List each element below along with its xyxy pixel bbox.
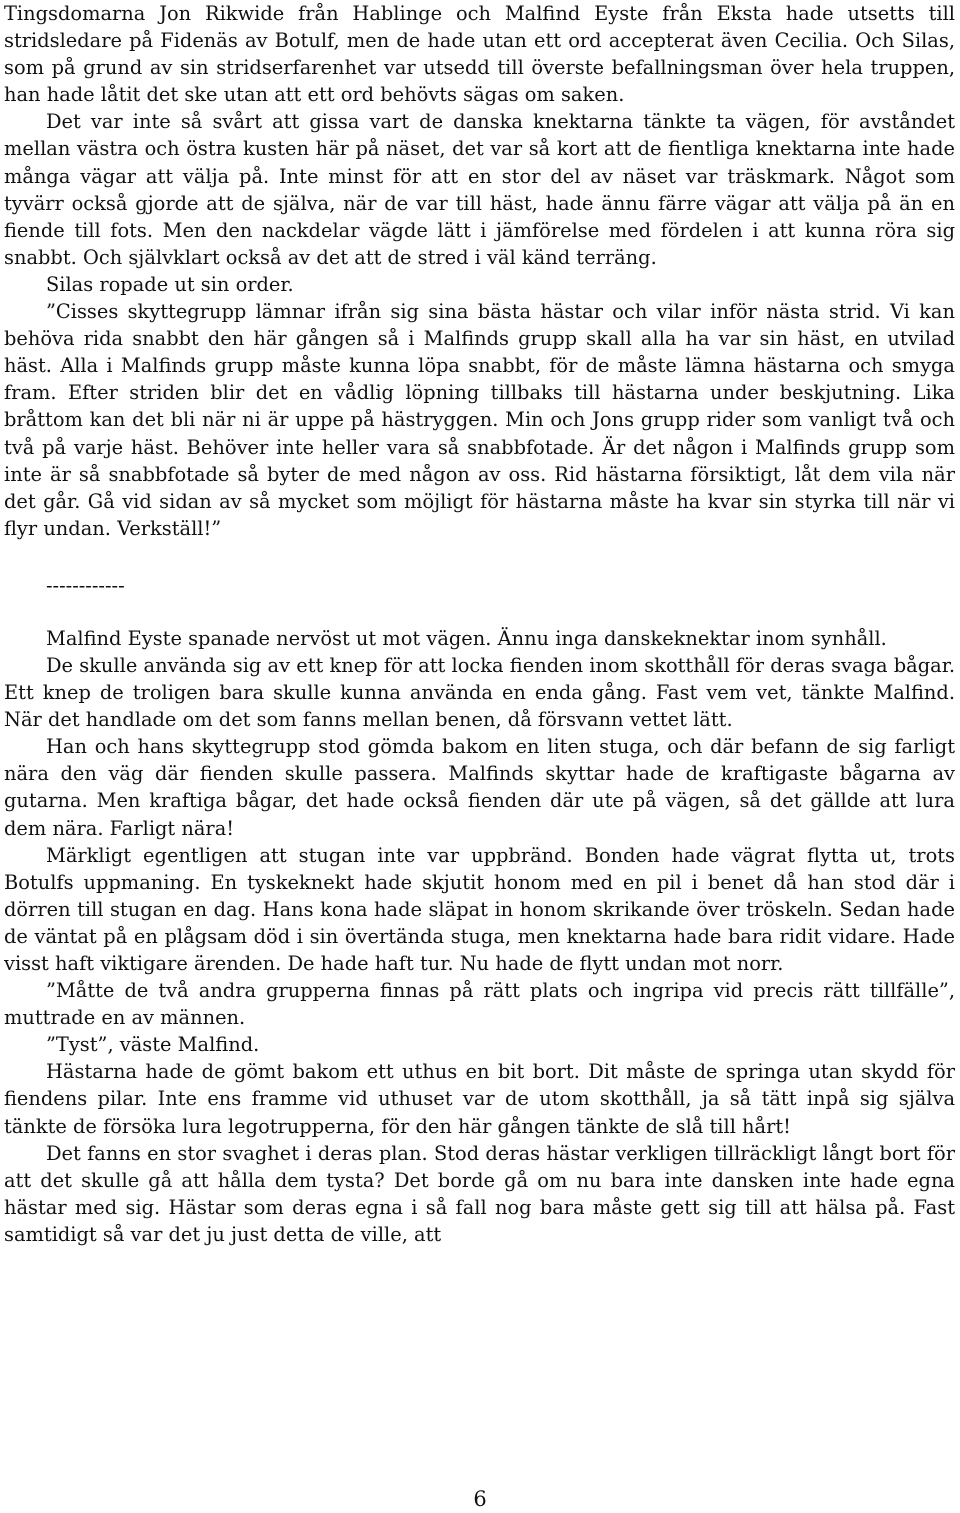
page-number: 6 xyxy=(473,1487,487,1511)
document-page xyxy=(4,0,955,1248)
paragraph-stugan: Märkligt egentligen att stugan inte var uppbränd. Bonden hade vägrat flytta ut, trots Botulfs uppmaning. En tyskeknekt hade skjutit honom med en pil i benet då han stod där i dörren till stugan en dag. Hans kona hade släpat in honom skrikande över tröskeln. Sedan hade de väntat på en plågsam död i sin övertända stuga, men knektarna hade bara ridit vidare. Hade visst haft viktigare ärenden. De hade haft tur. Nu hade de flytt undan mot norr. xyxy=(4,843,955,975)
spacer xyxy=(4,599,955,625)
paragraph-tingsdomarna: Tingsdomarna Jon Rikwide från Hablinge och Malfind Eyste från Eksta hade utsetts till stridsledare på Fidenäs av Botulf, men de hade utan ett ord accepterat även Cecilia. Och Silas, som på grund av sin stridserfarenhet var utsedd till överste befallningsman över hela truppen, han hade låtit det ske utan att ett ord behövts sägas om saken. xyxy=(4,2,955,107)
paragraph-svaghet: Det fanns en stor svaghet i deras plan. Stod deras hästar verkligen tillräckligt långt bort för att det skulle gå att hålla dem tysta? Det borde gå om nu bara inte dansken inte hade egna hästar med sig. Hästar som deras egna i så fall nog bara måste gett sig till att hälsa på. Fast samtidigt så var det ju just detta de ville, att xyxy=(4,1141,955,1246)
spacer xyxy=(4,542,955,572)
paragraph-danska-knektarna: Det var inte så svårt att gissa vart de danska knektarna tänkte ta vägen, för avståndet mellan västra och östra kusten här på näset, det var så kort att de fientliga knektarna inte hade många vägar att välja på. Inte minst för att en stor del av näset var träskmark. Något som tyvärr också gjorde att de själva, när de var till häst, hade ännu färre vägar att välja på än en fiende till fots. Men den nackdelar vägde lätt i jämförelse med fördelen i att kunna röra sig snabbt. Och självklart också av det att de stred i väl känd terräng. xyxy=(4,110,955,269)
paragraph-matte-grupperna: ”Måtte de två andra grupperna finnas på rätt plats och ingripa vid precis rätt tillfälle”, muttrade en av männen. xyxy=(4,979,955,1030)
paragraph-hastarna: Hästarna hade de gömt bakom ett uthus en bit bort. Dit måste de springa utan skydd för fiendens pilar. Inte ens framme vid uthuset var de utom skotthåll, ja så tätt inpå sig själva tänkte de försöka lura legotrupperna, för den här gången tänkte de slå till hårt! xyxy=(4,1060,955,1138)
paragraph-cisses-skyttegrupp: ”Cisses skyttegrupp lämnar ifrån sig sina bästa hästar och vilar inför nästa strid. Vi kan behöva rida snabbt den här gången så i Malfinds grupp skall alla ha var sin häst, en utvilad häst. Alla i Malfinds grupp måste kunna löpa snabbt, för de måste lämna hästarna och smyga fram. Efter striden blir det en vådlig löpning tillbaks till hästarna under beskjutning. Lika bråttom kan det bli när ni är uppe på hästryggen. Min och Jons grupp rider som vanligt två och två på varje häst. Behöver inte heller vara så snabbfotade. Är det någon i Malfinds grupp som inte är så snabbfotade så byter de med någon av oss. Rid hästarna försiktigt, låt dem vila när det går. Gå vid sidan av så mycket som möjligt för hästarna måste ha kvar sin styrka till när vi flyr undan. Verkställ!” xyxy=(4,300,955,540)
paragraph-knep: De skulle använda sig av ett knep för att locka fienden inom skotthåll för deras svaga bågar. Ett knep de troligen bara skulle kunna använda en enda gång. Fast vem vet, tänkte Malfind. När det handlade om det som fanns mellan benen, då försvann vettet lätt. xyxy=(4,653,955,732)
section-separator: ------------ xyxy=(46,573,125,597)
paragraph-tyst: ”Tyst”, väste Malfind. xyxy=(46,1033,260,1057)
paragraph-malfind-spanade: Malfind Eyste spanade nervöst ut mot vägen. Ännu inga danskeknektar inom synhåll. xyxy=(46,626,887,650)
paragraph-silas-order: Silas ropade ut sin order. xyxy=(46,272,294,296)
paragraph-skyttegrupp-gomda: Han och hans skyttegrupp stod gömda bakom en liten stuga, och där befann de sig farligt nära den väg där fienden skulle passera. Malfinds skyttar hade de kraftigaste bågarna av gutarna. Men kraftiga bågar, det hade också fienden där ute på vägen, så det gällde att lura dem nära. Farligt nära! xyxy=(4,735,955,840)
